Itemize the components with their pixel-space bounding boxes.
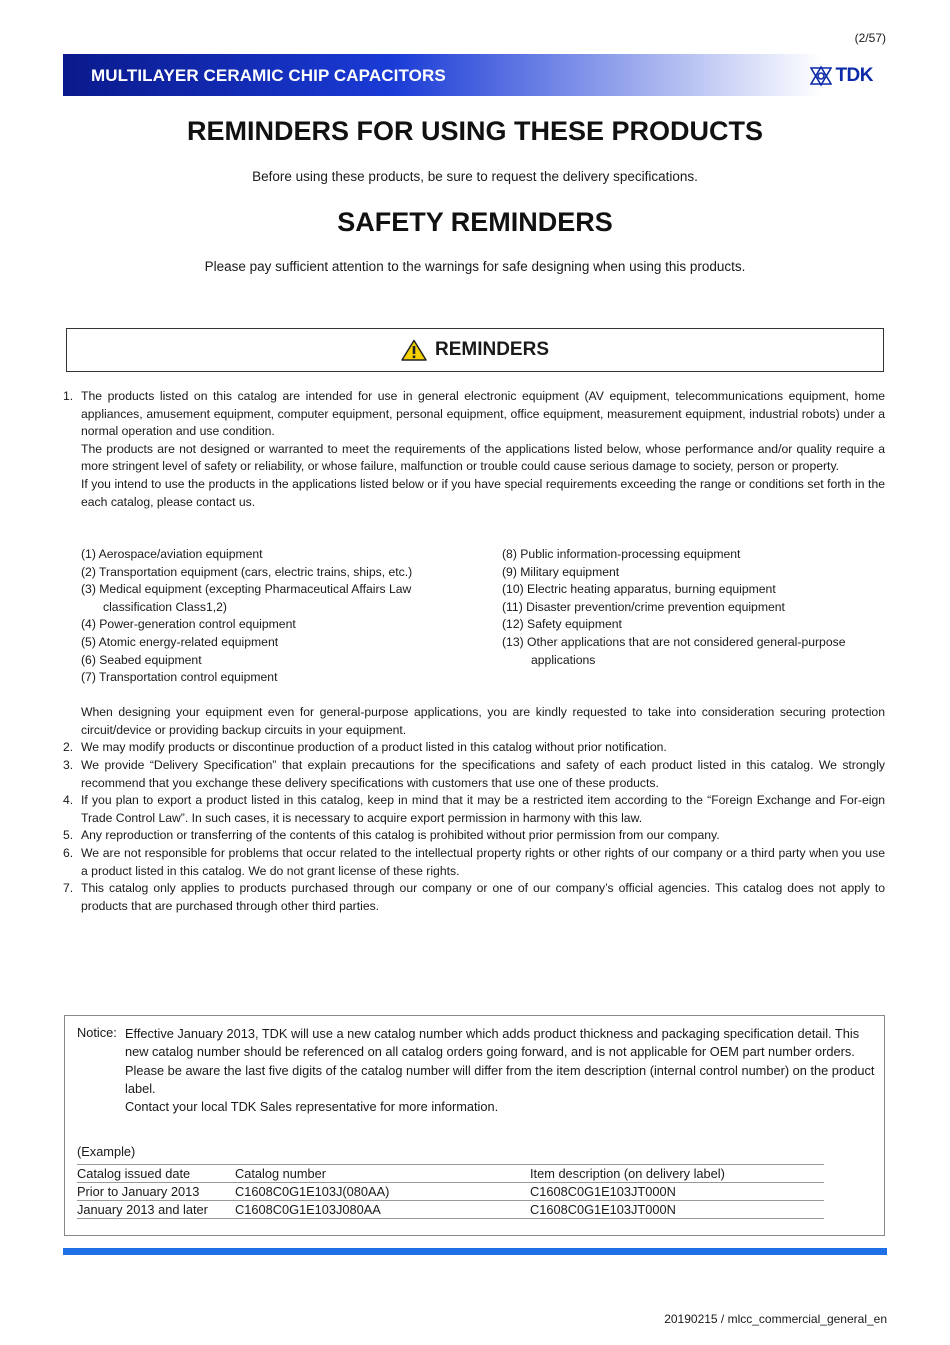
notice-body [125, 1025, 875, 1116]
table-cell: C1608C0G1E103JT000N [530, 1201, 824, 1219]
reminders-box [66, 328, 884, 372]
item-1-paragraph-2: The products are not designed or warranted to meet the requirements of the applications listed below, whose performance and/or quality require a more stringent level of safety or reliability, or whose failure, malfunction or trouble could cause serious damage to society, person or property. [81, 441, 885, 474]
list-item-2 [63, 739, 885, 757]
application-item: (6) Seabed equipment [81, 652, 202, 667]
warning-triangle-icon [401, 339, 427, 361]
list-item-4 [63, 792, 885, 827]
item-number: 2. [63, 740, 74, 754]
item-text: We provide “Delivery Specification” that explain precautions for the specifications and safety of each product listed in this catalog. We strongly recommend that you exchange these delivery specifications with customers that use one of these products. [81, 758, 885, 790]
safety-title: SAFETY REMINDERS [337, 207, 613, 237]
item-text: We may modify products or discontinue production of a product listed in this catalog without prior notification. [81, 740, 667, 754]
table-cell: Prior to January 2013 [77, 1183, 235, 1201]
main-subtitle: Before using these products, be sure to request the delivery specifications. [252, 169, 698, 184]
table-header: Item description (on delivery label) [530, 1165, 824, 1183]
table-cell: C1608C0G1E103J080AA [235, 1201, 530, 1219]
item-number: 4. [63, 793, 74, 807]
main-title: REMINDERS FOR USING THESE PRODUCTS [186, 116, 764, 146]
application-item: (3) Medical equipment (excepting Pharmaceutical Affairs Law [81, 582, 412, 597]
item-number: 5. [63, 828, 74, 842]
application-item: (13) Other applications that are not considered general-purpose [502, 634, 846, 649]
application-item: (9) Military equipment [502, 564, 620, 579]
application-item-continued: applications [531, 652, 596, 667]
application-item: (11) Disaster prevention/crime prevention equipment [502, 599, 785, 614]
footer-document-code: 20190215 / mlcc_commercial_general_en [664, 1312, 887, 1326]
item-text: We are not responsible for problems that occur related to the intellectual property rights or other rights of our company or a third party when you use a product listed in this catalog. We do not grant license of these rights. [81, 846, 885, 878]
application-item: (8) Public information-processing equipment [502, 547, 741, 561]
application-item: (5) Atomic energy-related equipment [81, 634, 279, 649]
table-row [77, 1201, 824, 1219]
item-number: 1. [63, 389, 74, 403]
applications-list-left [81, 546, 412, 687]
application-item: (2) Transportation equipment (cars, electric trains, ships, etc.) [81, 564, 413, 579]
item-text: If you plan to export a product listed in this catalog, keep in mind that it may be a restricted item according to the “Foreign Exchange and For-eign Trade Control Law”. In such cases, it is necessary to acquire export permission in harmony with this law. [81, 793, 885, 825]
application-item-continued: classification Class1,2) [103, 599, 227, 614]
notice-paragraph-1: Effective January 2013, TDK will use a new catalog number which adds product thickness and packaging specification detail. This new catalog number should be referenced on all catalog orders going forward, and is not applicable for OEM part number orders. [125, 1026, 860, 1060]
list-item-5 [63, 827, 885, 845]
item-1-paragraph-4: When designing your equipment even for general-purpose applications, you are kindly requested to take into consideration securing protection circuit/device or providing backup circuits in your equipment. [81, 705, 885, 737]
applications-list-right [502, 546, 846, 669]
reminders-heading: REMINDERS [434, 339, 549, 360]
example-label: (Example) [77, 1144, 136, 1159]
list-item-1 [63, 388, 885, 511]
notice-label: Notice: [77, 1025, 117, 1040]
item-text: This catalog only applies to products purchased through our company or one of our company’s official agencies. This catalog does not apply to products that are purchased through other third parties. [81, 881, 885, 913]
list-item-7 [63, 880, 885, 915]
list-item-6 [63, 845, 885, 880]
table-row [77, 1183, 824, 1201]
item-text: Any reproduction or transferring of the contents of this catalog is prohibited without prior permission from our company. [81, 828, 720, 842]
catalog-example-table [77, 1164, 824, 1219]
table-cell: January 2013 and later [77, 1201, 235, 1219]
header-title: MULTILAYER CERAMIC CHIP CAPACITORS [91, 66, 446, 85]
footer-bar [63, 1248, 887, 1255]
notice-box [64, 1015, 885, 1236]
notice-paragraph-3: Contact your local TDK Sales representative for more information. [125, 1099, 499, 1115]
table-header-row [77, 1165, 824, 1183]
item-1-paragraph-3: If you intend to use the products in the applications listed below or if you have special requirements exceeding the range or conditions set forth in the each catalog, please contact us. [81, 476, 885, 509]
logo-text: TDK [835, 65, 873, 86]
item-number: 6. [63, 846, 74, 860]
application-item: (10) Electric heating apparatus, burning equipment [502, 582, 776, 597]
notice-paragraph-2: Please be aware the last five digits of the catalog number will differ from the item description (internal control number) on the product label. [125, 1062, 875, 1096]
item-number: 3. [63, 758, 74, 772]
item-number: 7. [63, 881, 74, 895]
application-item: (12) Safety equipment [502, 617, 622, 632]
application-item: (4) Power-generation control equipment [81, 617, 296, 632]
list-item-3 [63, 757, 885, 792]
table-header: Catalog issued date [77, 1165, 235, 1183]
tdk-emblem-icon [810, 66, 832, 86]
table-cell: C1608C0G1E103JT000N [530, 1183, 824, 1201]
safety-subtitle: Please pay sufficient attention to the warnings for safe designing when using this products. [204, 259, 746, 274]
table-header: Catalog number [235, 1165, 530, 1183]
tdk-logo [810, 65, 873, 87]
application-item: (1) Aerospace/aviation equipment [81, 547, 263, 561]
header-bar [63, 54, 887, 96]
item-1-paragraph-1: The products listed on this catalog are intended for use in general electronic equipment (AV equipment, telecommunications equipment, home appliances, amusement equipment, computer equipment, personal equipment, office equipment, measurement equipment, industrial robots) under a normal operation and use condition. [81, 389, 885, 439]
page-number: (2/57) [854, 31, 886, 45]
application-item: (7) Transportation control equipment [81, 670, 278, 685]
table-cell: C1608C0G1E103J(080AA) [235, 1183, 530, 1201]
